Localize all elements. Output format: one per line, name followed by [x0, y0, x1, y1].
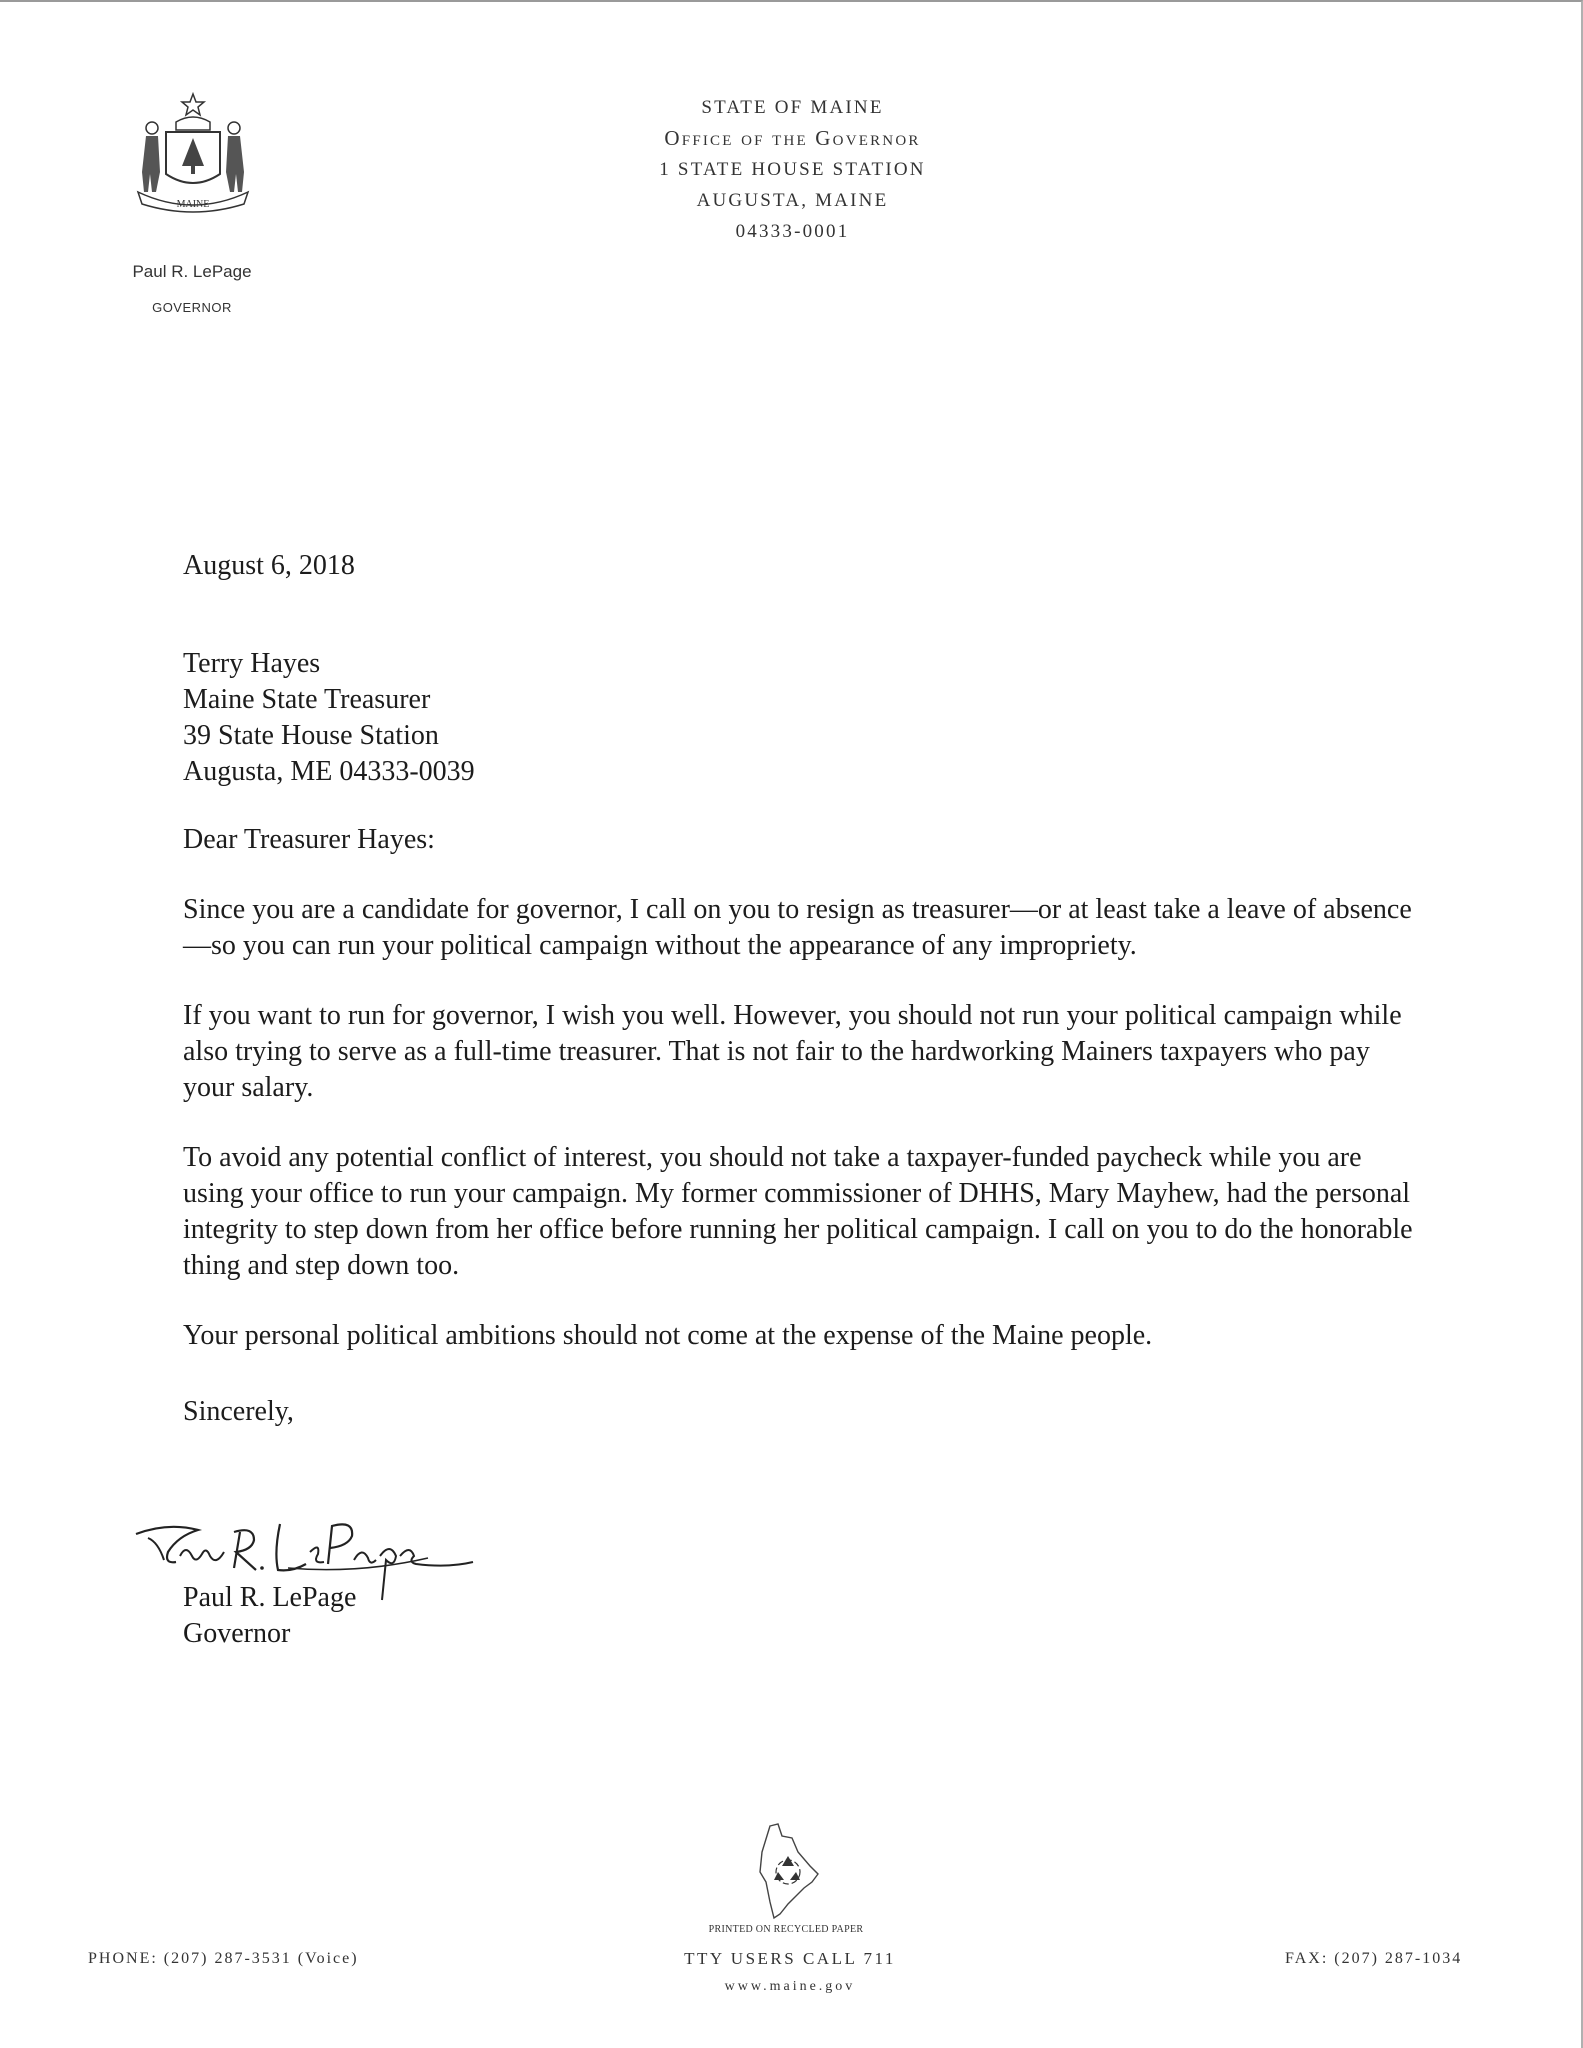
- seal-text: MAINE: [176, 199, 210, 210]
- governor-title-header: GOVERNOR: [152, 300, 232, 315]
- maine-state-seal-icon: [132, 92, 254, 218]
- maine-map-recycle-icon: [752, 1822, 822, 1922]
- signer-title: Governor: [183, 1618, 291, 1649]
- footer-phone: PHONE: (207) 287-3531 (Voice): [88, 1950, 359, 1967]
- footer-website: www.maine.gov: [724, 1979, 856, 1994]
- recipient-street: 39 State House Station: [183, 720, 439, 751]
- recipient-city: Augusta, ME 04333-0039: [183, 756, 475, 787]
- recipient-title: Maine State Treasurer: [183, 684, 431, 715]
- salutation: Dear Treasurer Hayes:: [183, 824, 435, 855]
- footer-fax: FAX: (207) 287-1034: [1285, 1950, 1463, 1967]
- closing: Sincerely,: [183, 1396, 294, 1427]
- recipient-name: Terry Hayes: [183, 648, 321, 679]
- paragraph-1: Since you are a candidate for governor, I call on you to resign as treasurer—or at least take a leave of absence—so you can run your political campaign without the appearance of any impropriety.: [183, 894, 1412, 961]
- signer-block: [183, 1580, 356, 1652]
- letterhead-state: STATE OF MAINE: [701, 97, 884, 118]
- letter-date: August 6, 2018: [183, 550, 355, 581]
- letterhead-city: AUGUSTA, MAINE: [696, 190, 889, 211]
- letterhead-office: Office of the Governor: [664, 126, 921, 150]
- paragraph-2: If you want to run for governor, I wish you well. However, you should not run your political campaign while also trying to serve as a full-time treasurer. That is not fair to the hardworking Mainers taxpayers who pay your salary.: [183, 1000, 1402, 1103]
- letterhead: [520, 92, 1065, 247]
- recycled-paper-note: PRINTED ON RECYCLED PAPER: [708, 1924, 864, 1935]
- letterhead-street: 1 STATE HOUSE STATION: [659, 159, 926, 180]
- signer-name: Paul R. LePage: [183, 1582, 357, 1613]
- paragraph-3: To avoid any potential conflict of interest, you should not take a taxpayer-funded paycheck while you are using your office to run your campaign. My former commissioner of DHHS, Mary Mayhew, had the personal integrity to step down from her office before running her political campaign. I call on you to do the honorable thing and step down too.: [183, 1142, 1413, 1281]
- recipient-address: [183, 646, 1423, 790]
- footer-tty: TTY USERS CALL 711: [684, 1949, 896, 1968]
- paragraph-4: Your personal political ambitions should not come at the expense of the Maine people.: [183, 1320, 1153, 1351]
- governor-name-header: Paul R. LePage: [132, 262, 252, 281]
- letterhead-zip: 04333-0001: [735, 221, 850, 242]
- letter-body: [183, 548, 1423, 1430]
